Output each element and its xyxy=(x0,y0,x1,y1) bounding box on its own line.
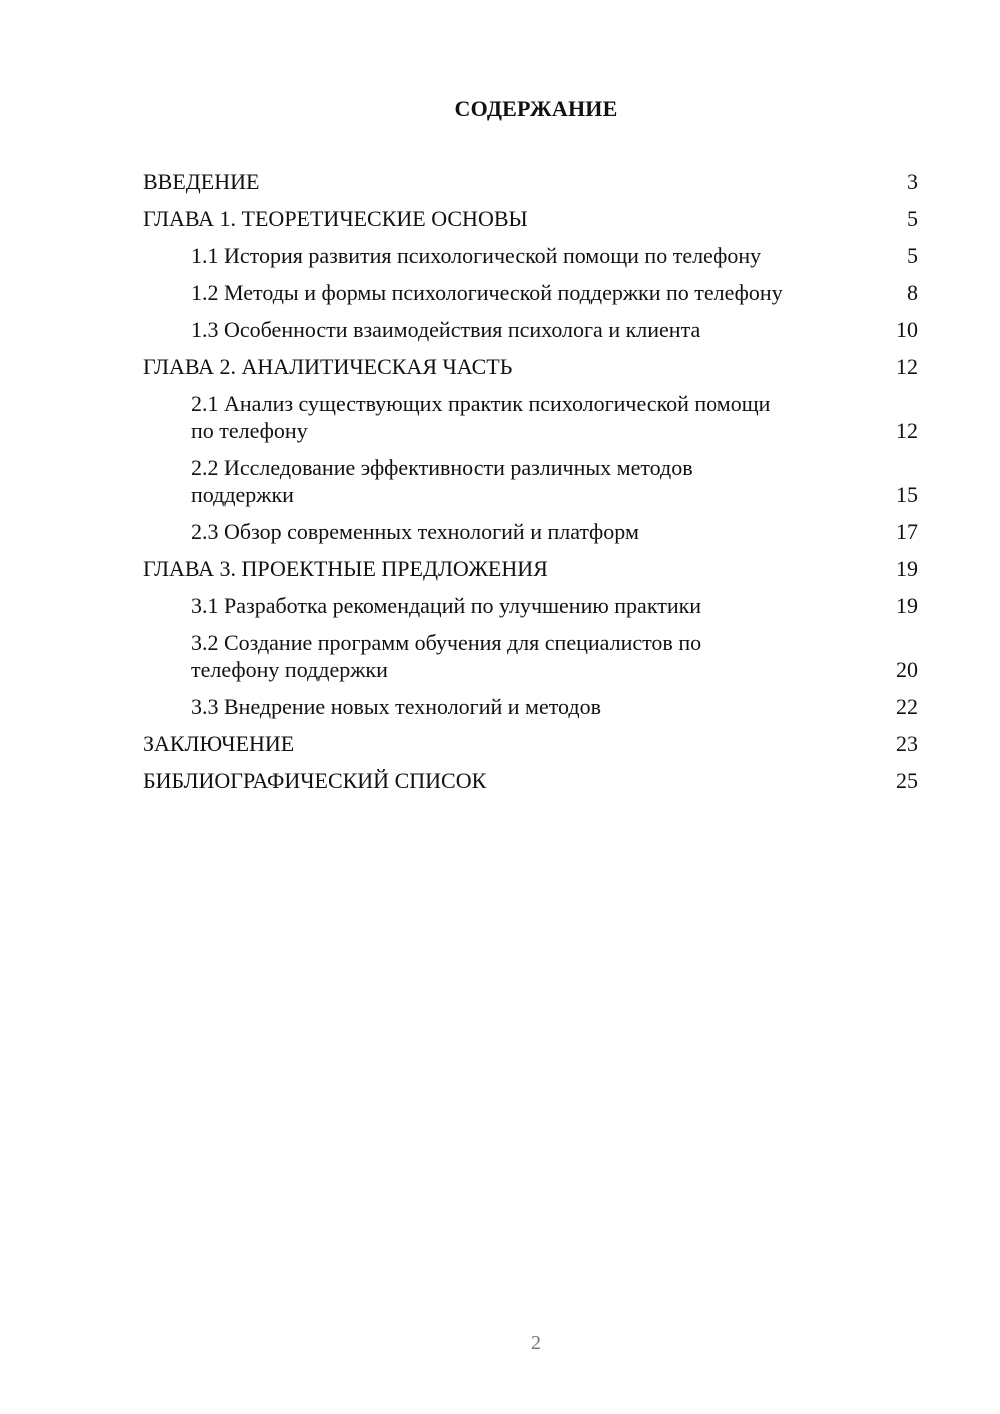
toc-entry-page: 17 xyxy=(896,519,918,544)
toc-entry-section-3-1 xyxy=(143,592,918,619)
toc-entry-label: 3.3 Внедрение новых технологий и методов xyxy=(191,694,601,719)
toc-entry-section-1-2 xyxy=(143,279,918,306)
toc-entry-label: 1.2 Методы и формы психологической поддержки по телефону xyxy=(191,280,783,305)
toc-entry-conclusion xyxy=(143,730,918,757)
toc-entry-label: ВВЕДЕНИЕ xyxy=(143,169,260,194)
toc-entry-page: 19 xyxy=(896,593,918,618)
toc-entry-section-1-1 xyxy=(143,242,918,269)
toc-entry-page: 10 xyxy=(896,317,918,342)
toc-entry-label: ГЛАВА 1. ТЕОРЕТИЧЕСКИЕ ОСНОВЫ xyxy=(143,206,528,231)
toc-entry-label: ГЛАВА 3. ПРОЕКТНЫЕ ПРЕДЛОЖЕНИЯ xyxy=(143,556,548,581)
toc-entry-section-3-2 xyxy=(143,629,918,683)
toc-entry-page: 15 xyxy=(896,482,918,507)
toc-entry-page: 8 xyxy=(907,280,918,305)
toc-entry-label: 1.3 Особенности взаимодействия психолога и клиента xyxy=(191,317,701,342)
toc-entry-label: 3.2 Создание программ обучения для специалистов по телефону поддержки xyxy=(191,630,702,682)
toc-entry-section-3-3 xyxy=(143,693,918,720)
toc-entry-introduction xyxy=(143,168,918,195)
toc-entry-section-2-3 xyxy=(143,518,918,545)
table-of-contents xyxy=(143,168,918,804)
toc-entry-page: 19 xyxy=(896,556,918,581)
toc-entry-chapter-2 xyxy=(143,353,918,380)
toc-entry-page: 22 xyxy=(896,694,918,719)
toc-entry-label: БИБЛИОГРАФИЧЕСКИЙ СПИСОК xyxy=(143,768,487,793)
toc-entry-label: 2.3 Обзор современных технологий и платформ xyxy=(191,519,639,544)
toc-entry-label: ГЛАВА 2. АНАЛИТИЧЕСКАЯ ЧАСТЬ xyxy=(143,354,513,379)
toc-entry-page: 5 xyxy=(907,206,918,231)
toc-entry-section-2-1 xyxy=(143,390,918,444)
toc-entry-chapter-1 xyxy=(143,205,918,232)
toc-entry-label: 1.1 История развития психологической помощи по телефону xyxy=(191,243,762,268)
toc-entry-bibliography xyxy=(143,767,918,794)
toc-entry-page: 3 xyxy=(907,169,918,194)
page-number: 2 xyxy=(531,1332,541,1354)
toc-entry-page: 12 xyxy=(896,418,918,443)
toc-entry-section-1-3 xyxy=(143,316,918,343)
toc-entry-label: 2.1 Анализ существующих практик психологической помощи по телефону xyxy=(191,391,771,443)
toc-entry-label: ЗАКЛЮЧЕНИЕ xyxy=(143,731,295,756)
toc-entry-chapter-3 xyxy=(143,555,918,582)
page-title: СОДЕРЖАНИЕ xyxy=(454,96,618,121)
toc-entry-page: 23 xyxy=(896,731,918,756)
toc-entry-page: 12 xyxy=(896,354,918,379)
toc-entry-label: 2.2 Исследование эффективности различных методов поддержки xyxy=(191,455,693,507)
toc-entry-page: 25 xyxy=(896,768,918,793)
toc-entry-label: 3.1 Разработка рекомендаций по улучшению практики xyxy=(191,593,702,618)
toc-entry-page: 20 xyxy=(896,657,918,682)
toc-entry-section-2-2 xyxy=(143,454,918,508)
toc-entry-page: 5 xyxy=(907,243,918,268)
